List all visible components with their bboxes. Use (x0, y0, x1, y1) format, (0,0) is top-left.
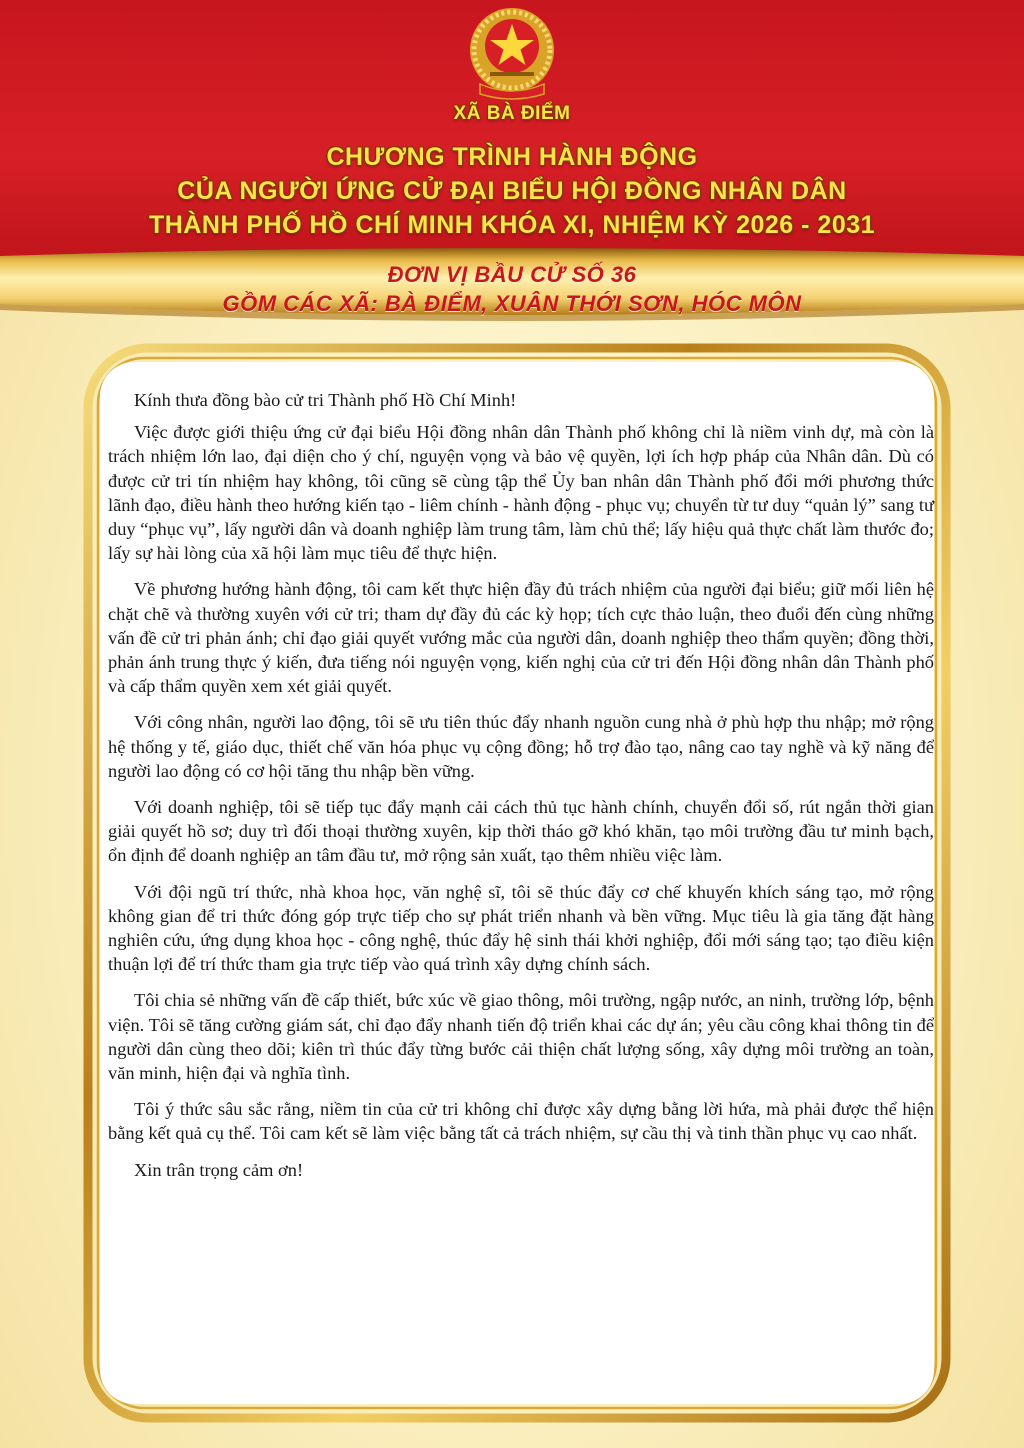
letter-paragraph-3: Với công nhân, người lao động, tôi sẽ ưu tiên thúc đẩy nhanh nguồn cung nhà ở phù hợp thu nhập; mở rộng hệ thống y tế, giáo dục, thiết chế văn hóa phục vụ cộng đồng; hỗ trợ đào tạo, nâng cao tay nghề và kỹ năng để người lao động có cơ hội tăng thu nhập bền vững. (108, 712, 934, 781)
title-line-2: CỦA NGƯỜI ỨNG CỬ ĐẠI BIỂU HỘI ĐỒNG NHÂN DÂN (177, 177, 847, 205)
letter-paragraph-4: Với doanh nghiệp, tôi sẽ tiếp tục đẩy mạnh cải cách thủ tục hành chính, chuyển đổi số, rút ngắn thời gian giải quyết hồ sơ; duy trì đối thoại thường xuyên, kịp thời tháo gỡ khó khăn, tạo môi trường đầu tư minh bạch, ổn định để doanh nghiệp an tâm đầu tư, mở rộng sản xuất, tạo thêm nhiều việc làm. (108, 797, 934, 866)
letter-paragraph-5: Với đội ngũ trí thức, nhà khoa học, văn nghệ sĩ, tôi sẽ thúc đẩy cơ chế khuyến khích sáng tạo, mở rộng không gian để tri thức đóng góp trực tiếp cho sự phát triển nhanh và bền vững. Mục tiêu là gia tăng đặt hàng nghiên cứu, ứng dụng khoa học - công nghệ, thúc đẩy hệ sinh thái khởi nghiệp, đổi mới sáng tạo; tạo điều kiện thuận lợi để trí thức tham gia trực tiếp vào quá trình xây dựng chính sách. (108, 881, 934, 975)
letter-paragraph-7: Tôi ý thức sâu sắc rằng, niềm tin của cử tri không chỉ được xây dựng bằng lời hứa, mà phải được thể hiện bằng kết quả cụ thể. Tôi cam kết sẽ làm việc bằng tất cả trách nhiệm, sự cầu thị và tinh thần phục vụ cao nhất. (108, 1099, 934, 1144)
letter-greeting: Kính thưa đồng bào cử tri Thành phố Hồ Chí Minh! (134, 390, 517, 410)
commune-name: XÃ BÀ ĐIỂM (453, 103, 571, 124)
title-line-3: THÀNH PHỐ HỒ CHÍ MINH KHÓA XI, NHIỆM KỲ 2026 - 2031 (148, 211, 876, 239)
letter-paragraph-1: Việc được giới thiệu ứng cử đại biểu Hội đồng nhân dân Thành phố không chỉ là niềm vinh dự, mà còn là trách nhiệm lớn lao, đại diện cho ý chí, nguyện vọng và bảo vệ quyền, lợi ích hợp pháp của Nhân dân. Dù có được cử tri tín nhiệm hay không, tôi cũng sẽ cùng tập thể Ủy ban nhân dân Thành phố đổi mới phương thức lãnh đạo, điều hành theo hướng kiến tạo - liêm chính - hành động - phục vụ; chuyển từ tư duy “quản lý” sang tư duy “phục vụ”, lấy người dân và doanh nghiệp làm trung tâm, làm chủ thể; lấy hiệu quả thực chất làm thước đo; lấy sự hài lòng của xã hội làm mục tiêu để thực hiện. (108, 422, 934, 564)
national-emblem-icon (462, 4, 562, 104)
electoral-communes: GỒM CÁC XÃ: BÀ ĐIỂM, XUÂN THỚI SƠN, HÓC MÔN (222, 291, 802, 316)
letter-paragraph-2: Về phương hướng hành động, tôi cam kết thực hiện đầy đủ trách nhiệm của người đại biểu; giữ mối liên hệ chặt chẽ và thường xuyên với cử tri; tham dự đầy đủ các kỳ họp; tích cực thảo luận, theo đuổi đến cùng những vấn đề cử tri phản ánh; chỉ đạo giải quyết vướng mắc của người dân, doanh nghiệp theo thẩm quyền; đồng thời, phản ánh trung thực ý kiến, đưa tiếng nói nguyện vọng, kiến nghị của cử tri đến Hội đồng nhân dân Thành phố và cấp thẩm quyền xem xét giải quyết. (108, 579, 934, 697)
letter-body (108, 388, 934, 1190)
title-line-1: CHƯƠNG TRÌNH HÀNH ĐỘNG (326, 143, 698, 171)
electoral-unit: ĐƠN VỊ BẦU CỬ SỐ 36 (387, 262, 637, 287)
letter-closing: Xin trân trọng cảm ơn! (134, 1159, 304, 1180)
letter-paragraph-6: Tôi chia sẻ những vấn đề cấp thiết, bức xúc về giao thông, môi trường, ngập nước, an ninh, trường lớp, bệnh viện. Tôi sẽ tăng cường giám sát, chỉ đạo đẩy nhanh tiến độ triển khai các dự án; yêu cầu công khai thông tin để người dân cùng theo dõi; kiên trì thúc đẩy từng bước cải thiện chất lượng sống, xây dựng môi trường an toàn, văn minh, hiện đại và nghĩa tình. (108, 990, 934, 1084)
